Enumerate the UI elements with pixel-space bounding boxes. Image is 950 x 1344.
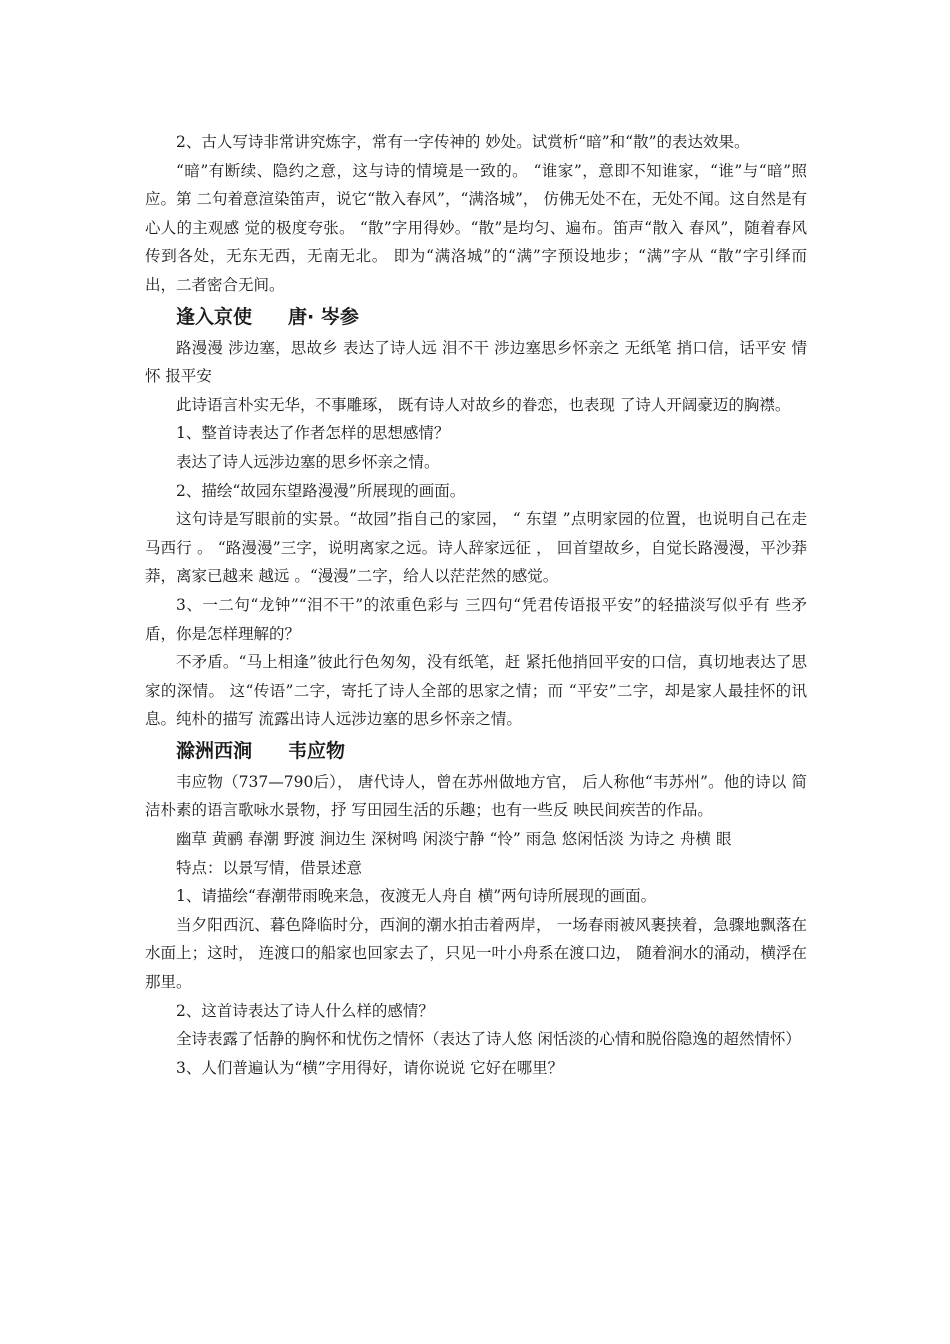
- poem-heading-chuzhouxijian: [176, 736, 807, 766]
- poem2-answer-1: 当夕阳西沉、暮色降临时分，西涧的潮水拍击着两岸， 一场春雨被风裹挟着，急骤地飘落在水面上；这时， 连渡口的船家也回家去了，只见一叶小舟系在渡口边， 随着涧水的涌动，横浮在那里。: [145, 915, 807, 992]
- poem-title: 滁洲西涧: [176, 739, 253, 762]
- question-2-lianzi: 2、古人写诗非常讲究炼字，常有一字传神的 妙处。试赏析“暗”和“散”的表达效果。: [176, 133, 750, 151]
- poem2-answer-2: 全诗表露了恬静的胸怀和忧伤之情怀（表达了诗人悠 闲恬淡的心情和脱俗隐逸的超然情怀）: [176, 1030, 801, 1049]
- poem2-question-3: 3、人们普遍认为“横”字用得好，请你说说 它好在哪里？: [176, 1058, 564, 1077]
- poem1-answer-3: 不矛盾。“马上相逢”彼此行色匆匆，没有纸笔，赶 紧托他捎回平安的口信，真切地表达了思家的深情。 这“传语”二字，寄托了诗人全部的思家之情；而 “平安”二字，却是家人最挂怀的讯息。纯朴的描写 流露出诗人远涉边塞的思乡怀亲之情。: [145, 653, 807, 729]
- poem2-question-1: 1、请描绘“春潮带雨晚来急，夜渡无人舟自 横”两句诗所展现的画面。: [176, 887, 657, 906]
- poem2-feature: 特点：以景写情，借景述意: [176, 858, 363, 877]
- poem2-question-2: 2、这首诗表达了诗人什么样的感情？: [176, 1001, 434, 1020]
- poem-heading-fengrujingshi: [176, 302, 807, 332]
- poem1-question-2: 2、描绘“故园东望路漫漫”所展现的画面。: [176, 481, 466, 500]
- poem1-keywords: 路漫漫 涉边塞，思故乡 表达了诗人远 泪不干 涉边塞思乡怀亲之 无纸笔 捎口信，话平安 情怀 报平安: [145, 338, 807, 386]
- answer-2-lianzi: “暗”有断续、隐约之意，这与诗的情境是一致的。 “谁家”，意即不知谁家，“谁”与“暗”照应。第 二句着意渲染笛声，说它“散入春风”，“满洛城”， 仿佛无处不在，无处不闻。这自然是有心人的主观感 觉的极度夸张。 “散”字用得妙。“散”是均匀、遍布。笛声“散入 春风”，随着春风传到各处，无东无西，无南无北。 即为“满洛城”的“满”字预设地步；“满”字从 “散”字引绎而出，二者密合无间。: [145, 161, 807, 294]
- poem-title: 逢入京使: [176, 305, 253, 328]
- poem2-keywords: 幽草 黄鹂 春潮 野渡 涧边生 深树鸣 闲淡宁静 “怜” 雨急 悠闲恬淡 为诗之 舟横 眼: [176, 830, 732, 849]
- poem-author: 韦应物: [288, 739, 346, 762]
- poem1-answer-1: 表达了诗人远涉边塞的思乡怀亲之情。: [176, 452, 440, 471]
- poem1-question-3: 3、一二句“龙钟”“泪不干”的浓重色彩与 三四句“凭君传语报平安”的轻描淡写似乎有 些矛盾，你是怎样理解的？: [145, 595, 807, 643]
- poem1-answer-2: 这句诗是写眼前的实景。“故园”指自己的家园， “ 东望 ”点明家园的位置，也说明自己在走马西行 。 “路漫漫”三字，说明离家之远。诗人辞家远征 ， 回首望故乡，自觉长路漫漫，平沙莽莽，离家已越来 越远 。“漫漫”二字，给人以茫茫然的感觉。: [145, 510, 807, 586]
- document-body: [145, 128, 807, 1082]
- poem1-question-1: 1、整首诗表达了作者怎样的思想感情？: [176, 424, 450, 443]
- poem1-summary: 此诗语言朴实无华，不事雕琢， 既有诗人对故乡的眷恋，也表现 了诗人开阔豪迈的胸襟。: [176, 395, 791, 414]
- poem2-author-intro: 韦应物（737—790后）， 唐代诗人，曾在苏州做地方官， 后人称他“韦苏州”。他的诗以 简洁朴素的语言歌咏水景物，抒 写田园生活的乐趣；也有一些反 映民间疾苦的作品。: [145, 772, 807, 820]
- poem-author: 唐· 岑参: [288, 305, 359, 328]
